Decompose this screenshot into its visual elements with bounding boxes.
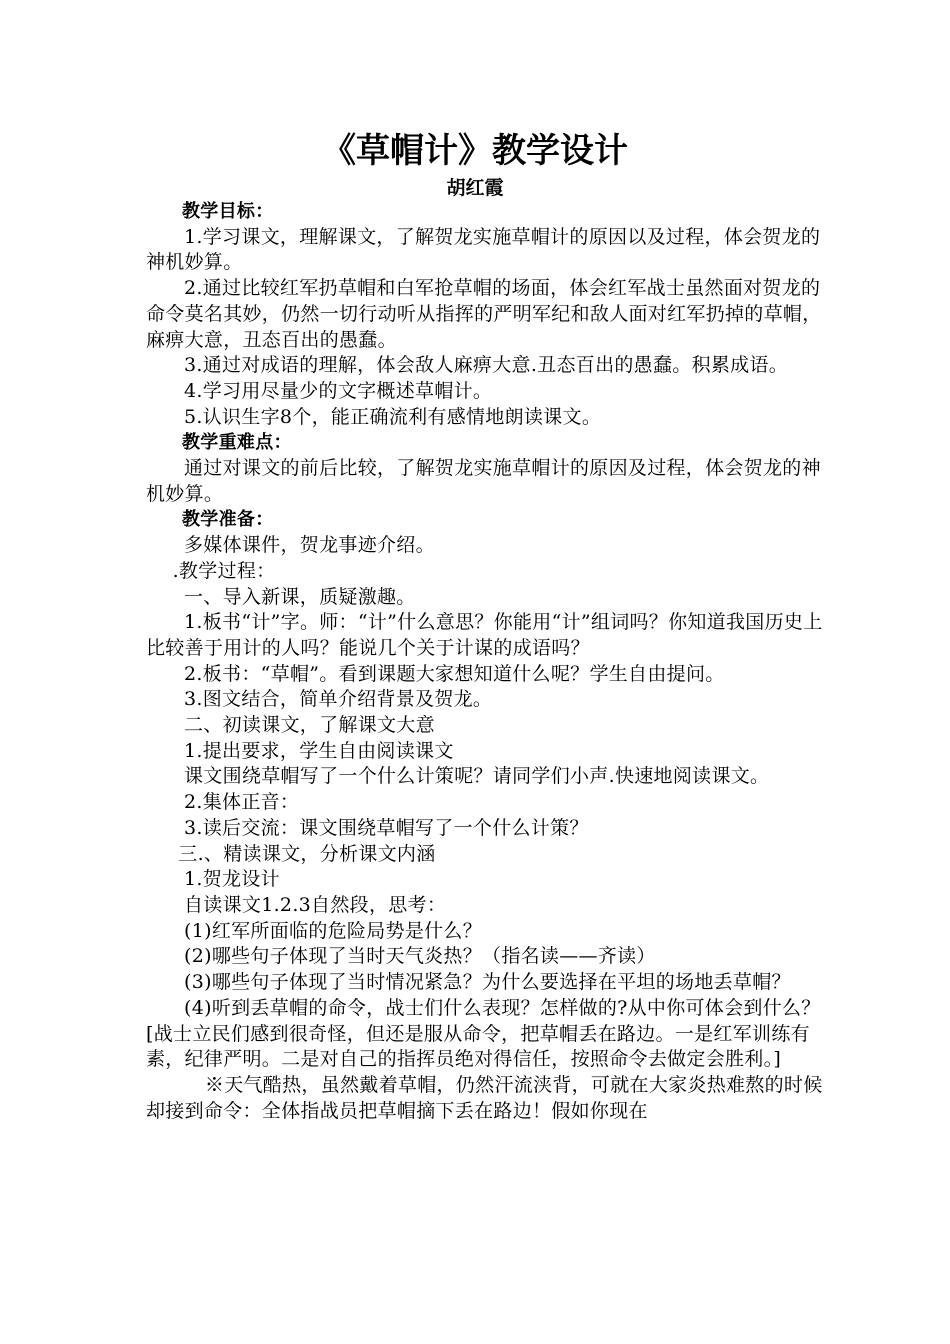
paragraph: 3.通过对成语的理解，体会敌人麻痹大意.丑态百出的愚蠢。积累成语。 xyxy=(184,354,789,377)
paragraph: 多媒体课件，贺龙事迹介绍。 xyxy=(184,534,435,557)
section-heading: 教学重难点： xyxy=(182,432,292,454)
paragraph: 自读课文1.2.3自然段，思考： xyxy=(184,893,447,916)
paragraph: 2.板书：“草帽”。看到课题大家想知道什么呢？学生自由提问。 xyxy=(184,662,725,685)
paragraph: (2)哪些句子体现了当时天气炎热？（指名读——齐读） xyxy=(184,945,656,968)
paragraph: 3.图文结合，简单介绍背景及贺龙。 xyxy=(184,688,493,711)
paragraph: 4.学习用尽量少的文字概述草帽计。 xyxy=(184,379,493,402)
paragraph: .教学过程： xyxy=(172,559,276,582)
section-heading: 教学准备： xyxy=(182,509,274,531)
paragraph: 1.贺龙设计 xyxy=(184,868,280,891)
paragraph: 2.集体正音： xyxy=(184,791,300,814)
paragraph: 1.学习课文，理解课文，了解贺龙实施草帽计的原因以及过程，体会贺龙的神机妙算。 xyxy=(146,225,821,274)
paragraph: 二、初读课文，了解课文大意 xyxy=(184,714,435,737)
paragraph: 一、导入新课，质疑激趣。 xyxy=(184,585,416,608)
paragraph: 通过对课文的前后比较，了解贺龙实施草帽计的原因及过程，体会贺龙的神机妙算。 xyxy=(146,457,821,505)
paragraph: (1)红军所面临的危险局势是什么？ xyxy=(184,919,483,942)
author-name: 胡红霞 xyxy=(446,177,504,199)
paragraph: 课文围绕草帽写了一个什么计策呢？请同学们小声.快速地阅读课文。 xyxy=(184,765,770,788)
paragraph: 2.通过比较红军扔草帽和白军抢草帽的场面，体会红军战士虽然面对贺龙的命令莫名其妙，仍然一切行动听从指挥的严明军纪和敌人面对红军扔掉的草帽，麻痹大意，丑态百出的愚蠢。 xyxy=(146,277,822,351)
paragraph: 5.认识生字8个，能正确流利有感情地朗读课文。 xyxy=(184,405,602,428)
section-heading: 教学目标： xyxy=(182,201,274,222)
paragraph: 1.板书“计”字。师：“计”什么意思？你能用“计”组词吗？你知道我国历史上比较善于用计的人吗？能说几个关于计谋的成语吗？ xyxy=(146,611,823,659)
paragraph: 3.读后交流：课文围绕草帽写了一个什么计策？ xyxy=(184,816,589,839)
paragraph: (4)听到丢草帽的命令，战士们什么表现？怎样做的?从中你可体会到什么？[战士立民们感到很奇怪，但还是服从命令，把草帽丢在路边。一是红军训练有素，纪律严明。二是对自己的指挥员绝对得信任，按照命令去做定会胜利。] xyxy=(146,996,821,1071)
paragraph: 三.、精读课文，分析课文内涵 xyxy=(178,842,436,865)
paragraph: (3)哪些句子体现了当时情况紧急？为什么要选择在平坦的场地丢草帽？ xyxy=(184,971,791,994)
document-body xyxy=(146,199,828,1124)
paragraph: 1.提出要求，学生自由阅读课文 xyxy=(184,739,454,762)
paragraph: ※天气酷热，虽然戴着草帽，仍然汗流浃背，可就在大家炎热难熬的时候却接到命令：全体指战员把草帽摘下丢在路边！假如你现在 xyxy=(146,1073,823,1122)
document-title: 《草帽计》教学设计 xyxy=(322,131,628,171)
